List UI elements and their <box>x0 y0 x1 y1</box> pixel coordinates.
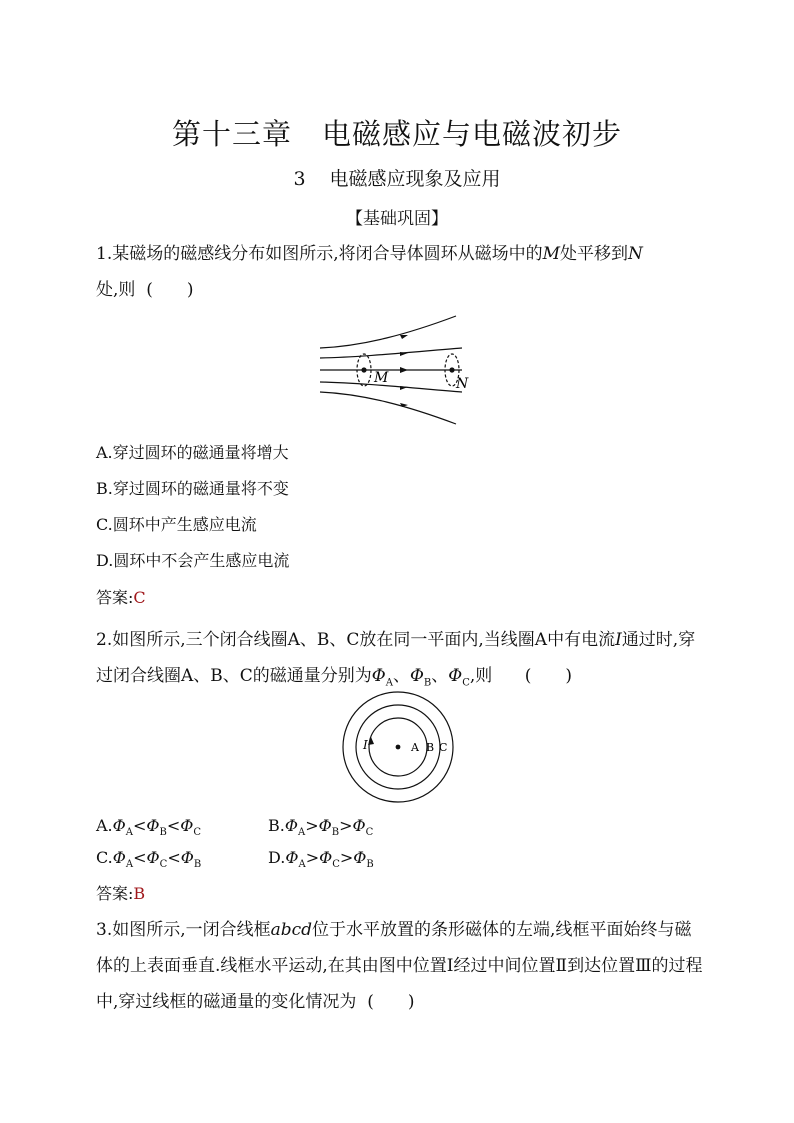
arrow-1 <box>400 335 408 339</box>
q3-text-b: 位于水平放置的条形磁体的左端,线框平面始终与磁体的上表面垂直.线框水平运动,在其由图中位置Ⅰ经过中间位置Ⅱ到达位置Ⅲ的过程中,穿过线框的磁通量的变化情况为 <box>96 920 703 1012</box>
q1-text-b: 处平移到 <box>560 244 629 264</box>
label-a: A <box>411 741 419 754</box>
q1-answer-blank: ( ) <box>146 280 194 300</box>
q2-answer-blank: ( ) <box>524 666 572 686</box>
field-line-2 <box>320 348 462 358</box>
q2-answer-label: 答案: <box>96 884 134 903</box>
q2-answer-value: B <box>133 884 146 903</box>
q2-option-a: $A.\Phi_A<\Phi_B<\Phi_C$ <box>96 816 202 839</box>
point-n <box>449 367 454 372</box>
q2-options-row-1 <box>96 816 496 838</box>
q1-var-n: N <box>628 244 643 264</box>
label-m: M <box>374 370 389 386</box>
q2-text-a: 2.如图所示,三个闭合线圈A、B、C放在同一平面内,当线圈A中有电流 <box>96 630 616 650</box>
q1-option-a: A.穿过圆环的磁通量将增大 <box>96 443 289 462</box>
question-3-stem <box>96 912 706 1020</box>
q3-answer-blank: ( ) <box>367 992 415 1012</box>
q2-option-d: $D.\Phi_A>\Phi_C>\Phi_B$ <box>268 848 374 871</box>
q1-var-m: M <box>542 244 561 264</box>
q2-flux-list: $\Phi_A$、$\Phi_B$、$\Phi_C$ <box>371 666 470 689</box>
q2-option-c: $C.\Phi_A<\Phi_C<\Phi_B$ <box>96 848 202 871</box>
q2-text-c: ,则 <box>469 666 493 686</box>
q3-text-a: 3.如图所示,一闭合线框 <box>96 920 271 940</box>
basic-practice-heading: 【基础巩固】 <box>346 209 448 229</box>
q2-coils-figure <box>340 690 460 810</box>
q3-var-abcd: abcd <box>270 920 313 940</box>
center-point <box>396 745 401 750</box>
q2-answer <box>96 881 145 904</box>
label-c: C <box>439 741 448 754</box>
question-1-stem <box>96 236 706 308</box>
q2-option-b: $B.\Phi_A>\Phi_B>\Phi_C$ <box>268 816 374 839</box>
label-n: N <box>456 376 469 392</box>
section-title <box>0 164 794 191</box>
section-name: 电磁感应现象及应用 <box>329 168 501 190</box>
arrow-3 <box>400 367 408 373</box>
section-number: 3 <box>293 168 306 190</box>
q1-text-a: 1.某磁场的磁感线分布如图所示,将闭合导体圆环从磁场中的 <box>96 244 543 264</box>
q1-text-c: 处,则 <box>96 280 136 300</box>
q1-answer <box>96 585 146 608</box>
label-b: B <box>426 741 435 754</box>
q1-option-d: D.圆环中不会产生感应电流 <box>96 551 290 570</box>
chapter-title: 第十三章 电磁感应与电磁波初步 <box>171 117 622 151</box>
q1-option-c: C.圆环中产生感应电流 <box>96 515 257 534</box>
q2-var-i: I <box>615 630 622 650</box>
field-line-1 <box>320 316 456 348</box>
q1-magnetic-field-figure <box>316 308 469 430</box>
point-m <box>361 367 366 372</box>
field-line-5 <box>320 392 456 424</box>
q1-answer-value: C <box>133 588 146 607</box>
q2-text-b: 通过时,穿过闭合线圈A、B、C的磁通量分别为 <box>96 630 696 686</box>
q2-options-row-2 <box>96 848 496 870</box>
label-current: I <box>363 738 368 752</box>
current-arrow <box>368 737 374 745</box>
q1-answer-label: 答案: <box>96 588 134 607</box>
field-line-4 <box>320 382 462 392</box>
q1-option-b: B.穿过圆环的磁通量将不变 <box>96 479 289 498</box>
arrow-4 <box>400 386 408 390</box>
